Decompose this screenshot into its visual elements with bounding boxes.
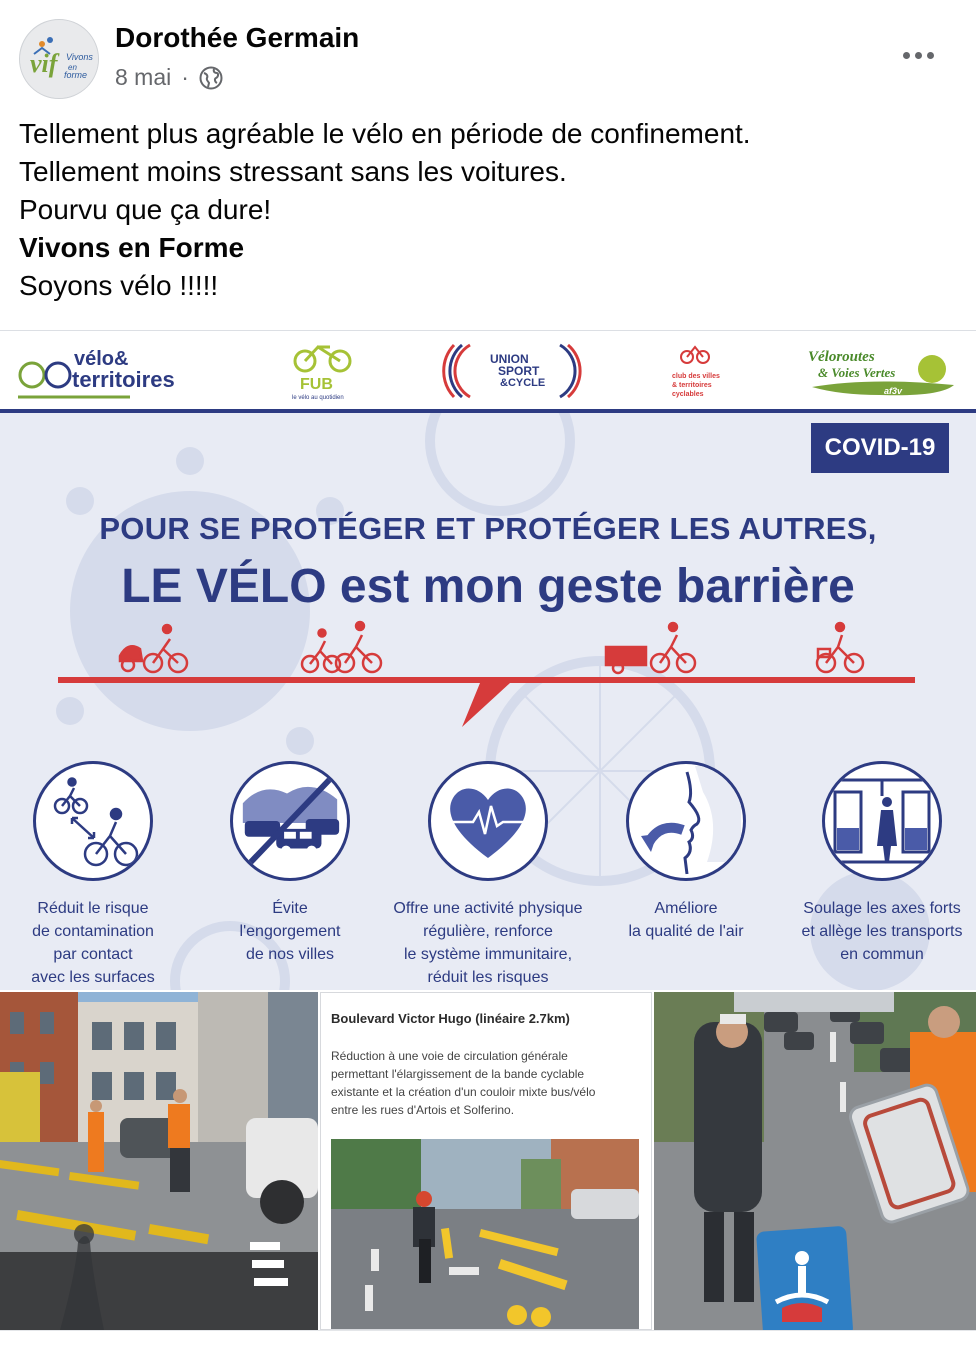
vivons-en-forme-logo [20, 20, 99, 99]
benefit-caption: Offre une activité physique régulière, renforce le système immunitaire, réduit les risques [393, 900, 583, 986]
velo-territoires-logo [18, 348, 175, 397]
union-text-3: &CYCLE [500, 377, 546, 389]
post-text-line-bold: Vivons en Forme [19, 232, 245, 263]
breathing-face-icon [626, 761, 746, 881]
infographic-headline: POUR SE PROTÉGER ET PROTÉGER LES AUTRES, [99, 511, 877, 546]
velo-territoires-text-2: territoires [72, 367, 175, 392]
benefit-caption: Améliore la qualité de l'air [628, 900, 744, 940]
velo-territoires-text-1: vélo& [74, 348, 129, 370]
doc-title: Boulevard Victor Hugo (linéaire 2.7km) [331, 1011, 570, 1026]
photo-grid [0, 992, 976, 1330]
no-traffic-icon [230, 761, 350, 881]
af3v-text-3: af3v [884, 386, 903, 396]
street-work-image [0, 992, 318, 1330]
partner-logo-bar [0, 331, 976, 411]
benefit-item [390, 761, 586, 989]
doc-body: Réduction à une voie de circulation générale permettant l'élargissement de la bande cyclable existante et la création d'un couloir mixte bus/vélo entre les rues d'Artois et Solferino. [331, 1049, 596, 1117]
union-sport-cycle-logo [444, 345, 580, 397]
photo-workers-street[interactable] [0, 992, 318, 1330]
benefit-item [588, 761, 784, 943]
more-options-dot [927, 52, 934, 59]
post-date[interactable]: 8 mai [115, 64, 172, 90]
boulevard-photo [331, 1139, 639, 1329]
benefit-caption: Soulage les axes forts et allège les transports en commun [801, 900, 963, 963]
photo-boulevard-document[interactable] [320, 992, 652, 1330]
fub-logo [292, 347, 350, 401]
fub-subtext: le vélo au quotidien [292, 395, 344, 401]
benefit-item [784, 761, 976, 966]
heart-icon [428, 761, 548, 881]
post-text [19, 115, 959, 305]
benefit-item [192, 761, 388, 966]
bike-marking-image [654, 992, 976, 1330]
benefit-item [0, 761, 191, 989]
benefit-caption: Réduit le risque de contamination par contact avec les surfaces [31, 900, 155, 986]
partner-logos [0, 331, 976, 409]
logo-bar-rule [0, 409, 976, 413]
crowded-transit-icon [822, 761, 942, 881]
post-text-line: Tellement plus agréable le vélo en période de confinement. [19, 118, 751, 149]
svg-text:vif: vif [30, 49, 58, 78]
svg-text:forme: forme [64, 70, 88, 80]
post-bottom-border [0, 1330, 976, 1346]
svg-text:en: en [68, 63, 77, 72]
post-text-line: Pourvu que ça dure! [19, 194, 272, 225]
svg-text:Vivons: Vivons [66, 52, 93, 62]
author-avatar[interactable] [19, 19, 99, 99]
post-meta [115, 64, 223, 91]
more-options-icon [903, 52, 910, 59]
post-header [0, 0, 976, 110]
union-text-1: UNION [490, 352, 529, 366]
af3v-text-1: Véloroutes [808, 349, 875, 365]
villes-text-1: club des villes [672, 373, 720, 380]
author-name[interactable]: Dorothée Germain [115, 22, 360, 53]
meta-separator: · [181, 64, 189, 90]
union-text-2: SPORT [498, 364, 540, 378]
globe-icon[interactable] [199, 66, 223, 90]
photo-workers-marking[interactable] [654, 992, 976, 1330]
more-options-button[interactable] [898, 40, 938, 70]
covid-velo-infographic[interactable] [0, 330, 976, 990]
covid-tag: COVID-19 [811, 423, 949, 473]
post-text-line: Soyons vélo !!!!! [19, 270, 219, 301]
post-text-line: Tellement moins stressant sans les voitures. [19, 156, 567, 187]
af3v-logo [808, 349, 954, 396]
benefit-caption: Évite l'engorgement de nos villes [239, 900, 341, 963]
af3v-text-2: & Voies Vertes [818, 365, 896, 380]
infographic-main-headline: LE VÉLO est mon geste barrière [121, 560, 855, 613]
more-options-dot [915, 52, 922, 59]
fub-text: FUB [300, 376, 333, 393]
villes-text-3: cyclables [672, 391, 704, 398]
villes-text-2: & territoires [672, 382, 712, 389]
cyclists-distance-icon [33, 761, 153, 881]
villes-cyclables-logo [672, 347, 720, 398]
